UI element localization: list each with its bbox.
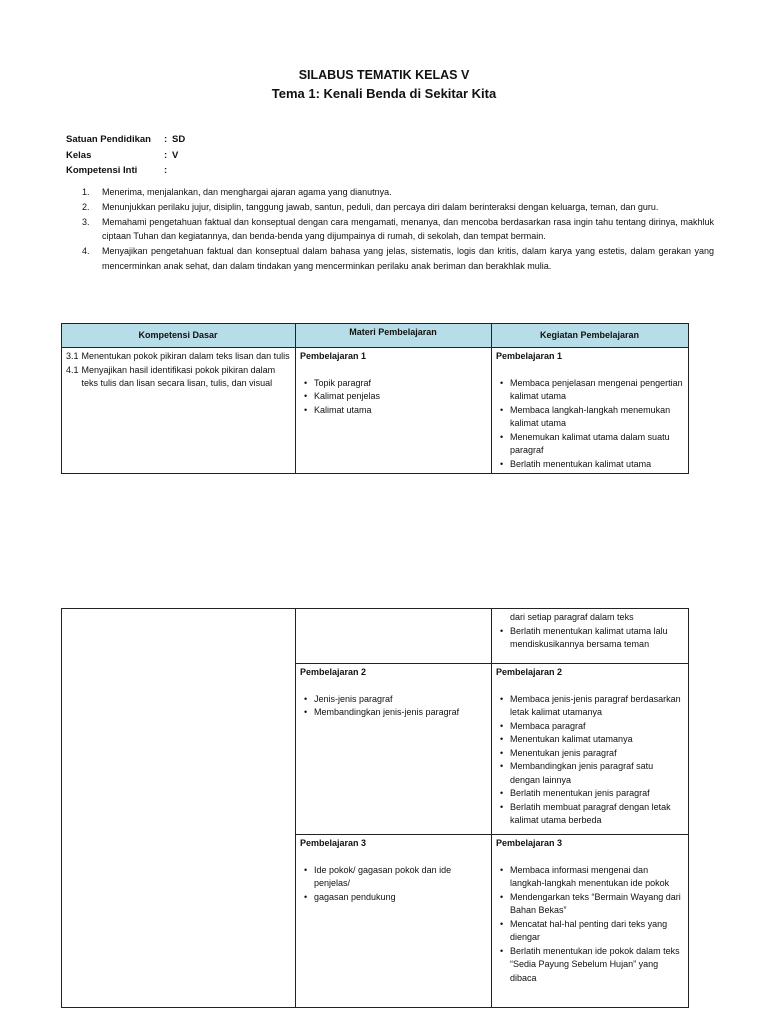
kegiatan-cell: [492, 835, 689, 1008]
materi-cell: [296, 664, 492, 835]
identity-label: Kompetensi Inti: [66, 165, 138, 176]
list-item: • Mendengarkan teks “Bermain Wayang dari Bahan Bekas”: [510, 891, 683, 918]
identity-row: [66, 132, 185, 148]
syllabus-table-part-2: [61, 608, 689, 1008]
item-text: Memahami pengetahuan faktual dan konseptual dengan cara mengamati, menanya, dan mencoba berdasarkan rasa ingin tahu tentang dirinya, makhluk ciptaan Tuhan dan kegiatannya, dan benda-benda yang dijumpainya di rumah, di sekolah, dan tempat bermain.: [102, 216, 714, 242]
kd-item: [66, 364, 290, 391]
list-item: • Berlatih membuat paragraf dengan letak kalimat utama berbeda: [510, 801, 683, 828]
header-kompetensi-dasar: Kompetensi Dasar: [62, 324, 296, 348]
list-item: • Menentukan kalimat utamanya: [510, 733, 683, 747]
list-item: • Membaca jenis-jenis paragraf berdasarkan letak kalimat utamanya: [510, 693, 683, 720]
item-number: 1.: [82, 187, 90, 197]
kegiatan-list: [496, 864, 683, 986]
list-item: • Mencatat hal-hal penting dari teks yang diengar: [510, 918, 683, 945]
kompetensi-inti-item: [82, 215, 714, 245]
list-item: • Berlatih menentukan kalimat utama: [510, 458, 683, 472]
list-item: • Kalimat penjelas: [314, 390, 486, 404]
materi-list: [300, 864, 486, 905]
kd-number: 4.1: [66, 364, 79, 375]
kompetensi-inti-item: [82, 185, 714, 200]
pembelajaran-title: Pembelajaran 2: [496, 667, 563, 677]
item-text: Menunjukkan perilaku jujur, disiplin, tanggung jawab, santun, peduli, dan percaya diri dalam berinteraksi dengan keluarga, teman, dan guru.: [102, 201, 659, 212]
kegiatan-list: [496, 625, 683, 652]
kd-number: 3.1: [66, 351, 79, 361]
table-header-row: [62, 324, 689, 348]
identity-separator: :: [164, 165, 168, 176]
identity-row: [66, 163, 185, 179]
header-kegiatan-pembelajaran: Kegiatan Pembelajaran: [492, 324, 689, 348]
list-item: • Berlatih menentukan jenis paragraf: [510, 787, 683, 801]
kd-cell-continued: [62, 609, 296, 1008]
identity-separator: :: [164, 134, 168, 145]
list-item: • Membandingkan jenis-jenis paragraf: [314, 706, 486, 720]
materi-cell: [296, 835, 492, 1008]
list-item: • Jenis-jenis paragraf: [314, 693, 486, 707]
kd-item: [66, 350, 290, 364]
identity-label: Satuan Pendidikan: [66, 134, 151, 145]
item-number: 3.: [82, 216, 90, 227]
list-item: • gagasan pendukung: [314, 891, 486, 905]
kegiatan-list-continued: [496, 611, 683, 625]
identity-row: [66, 148, 185, 164]
kompetensi-inti-list: [82, 185, 714, 274]
identity-value: SD: [172, 134, 186, 145]
pembelajaran-title: Pembelajaran 1: [496, 351, 563, 361]
kegiatan-list: [496, 693, 683, 828]
materi-list: [300, 377, 486, 418]
list-item: • Ide pokok/ gagasan pokok dan ide penjelas/: [314, 864, 486, 891]
item-text: Menyajikan pengetahuan faktual dan konseptual dalam bahasa yang jelas, sistematis, logis dan kritis, dalam karya yang estetis, dalam gerakan yang mencerminkan anak sehat, dan dalam tindakan yang mencerminkan perilaku anak beriman dan berakhlak mulia.: [102, 246, 714, 271]
kegiatan-cell-continued: [492, 609, 689, 664]
syllabus-table-part-1: [61, 323, 689, 474]
list-item: • Berlatih menentukan ide pokok dalam teks “Sedia Payung Sebelum Hujan” yang dibaca: [510, 945, 683, 986]
document-subtitle: Tema 1: Kenali Benda di Sekitar Kita: [271, 86, 497, 101]
kegiatan-list: [496, 377, 683, 472]
table-row: [62, 348, 689, 474]
item-number: 4.: [82, 246, 90, 257]
title-block: [0, 66, 768, 104]
list-item: • Membaca langkah-langkah menemukan kalimat utama: [510, 404, 683, 431]
list-item: • Topik paragraf: [314, 377, 486, 391]
identity-block: [66, 132, 185, 179]
identity-separator: :: [164, 149, 168, 161]
kegiatan-cell: [492, 348, 689, 474]
list-item: • Membaca penjelasan mengenai pengertian kalimat utama: [510, 377, 683, 404]
list-item: • Menemukan kalimat utama dalam suatu paragraf: [510, 431, 683, 458]
pembelajaran-title: Pembelajaran 2: [300, 667, 367, 677]
list-item: • Menentukan jenis paragraf: [510, 747, 683, 761]
kd-text: Menentukan pokok pikiran dalam teks lisan dan tulis: [81, 351, 290, 361]
document-title: SILABUS TEMATIK KELAS V: [298, 68, 470, 82]
kegiatan-cell: [492, 664, 689, 835]
item-text: Menerima, menjalankan, dan menghargai ajaran agama yang dianutnya.: [102, 187, 392, 197]
kompetensi-inti-item: [82, 244, 714, 274]
list-item: • Membaca paragraf: [510, 720, 683, 734]
list-item: • Berlatih menentukan kalimat utama lalu mendiskusikannya bersama teman: [510, 625, 683, 652]
materi-cell-continued: [296, 609, 492, 664]
kd-text: Menyajikan hasil identifikasi pokok pikiran dalam teks tulis dan lisan secara lisan, tulis, dan visual: [81, 364, 276, 388]
kd-cell: [62, 348, 296, 474]
table-row: [62, 609, 689, 664]
identity-value: V: [172, 149, 179, 161]
list-item: • Membaca informasi mengenai dan langkah-langkah menentukan ide pokok: [510, 864, 683, 891]
pembelajaran-title: Pembelajaran 3: [300, 838, 367, 848]
pembelajaran-title: Pembelajaran 3: [496, 838, 563, 848]
list-item: • Membandingkan jenis paragraf satu dengan lainnya: [510, 760, 683, 787]
identity-label: Kelas: [66, 149, 92, 161]
list-item: dari setiap paragraf dalam teks: [510, 612, 634, 622]
pembelajaran-title: Pembelajaran 1: [300, 351, 367, 361]
list-item: • Kalimat utama: [314, 404, 486, 418]
item-number: 2.: [82, 201, 90, 212]
header-materi-pembelajaran: Materi Pembelajaran: [296, 324, 492, 348]
kompetensi-inti-item: [82, 200, 714, 215]
materi-cell: [296, 348, 492, 474]
materi-list: [300, 693, 486, 720]
